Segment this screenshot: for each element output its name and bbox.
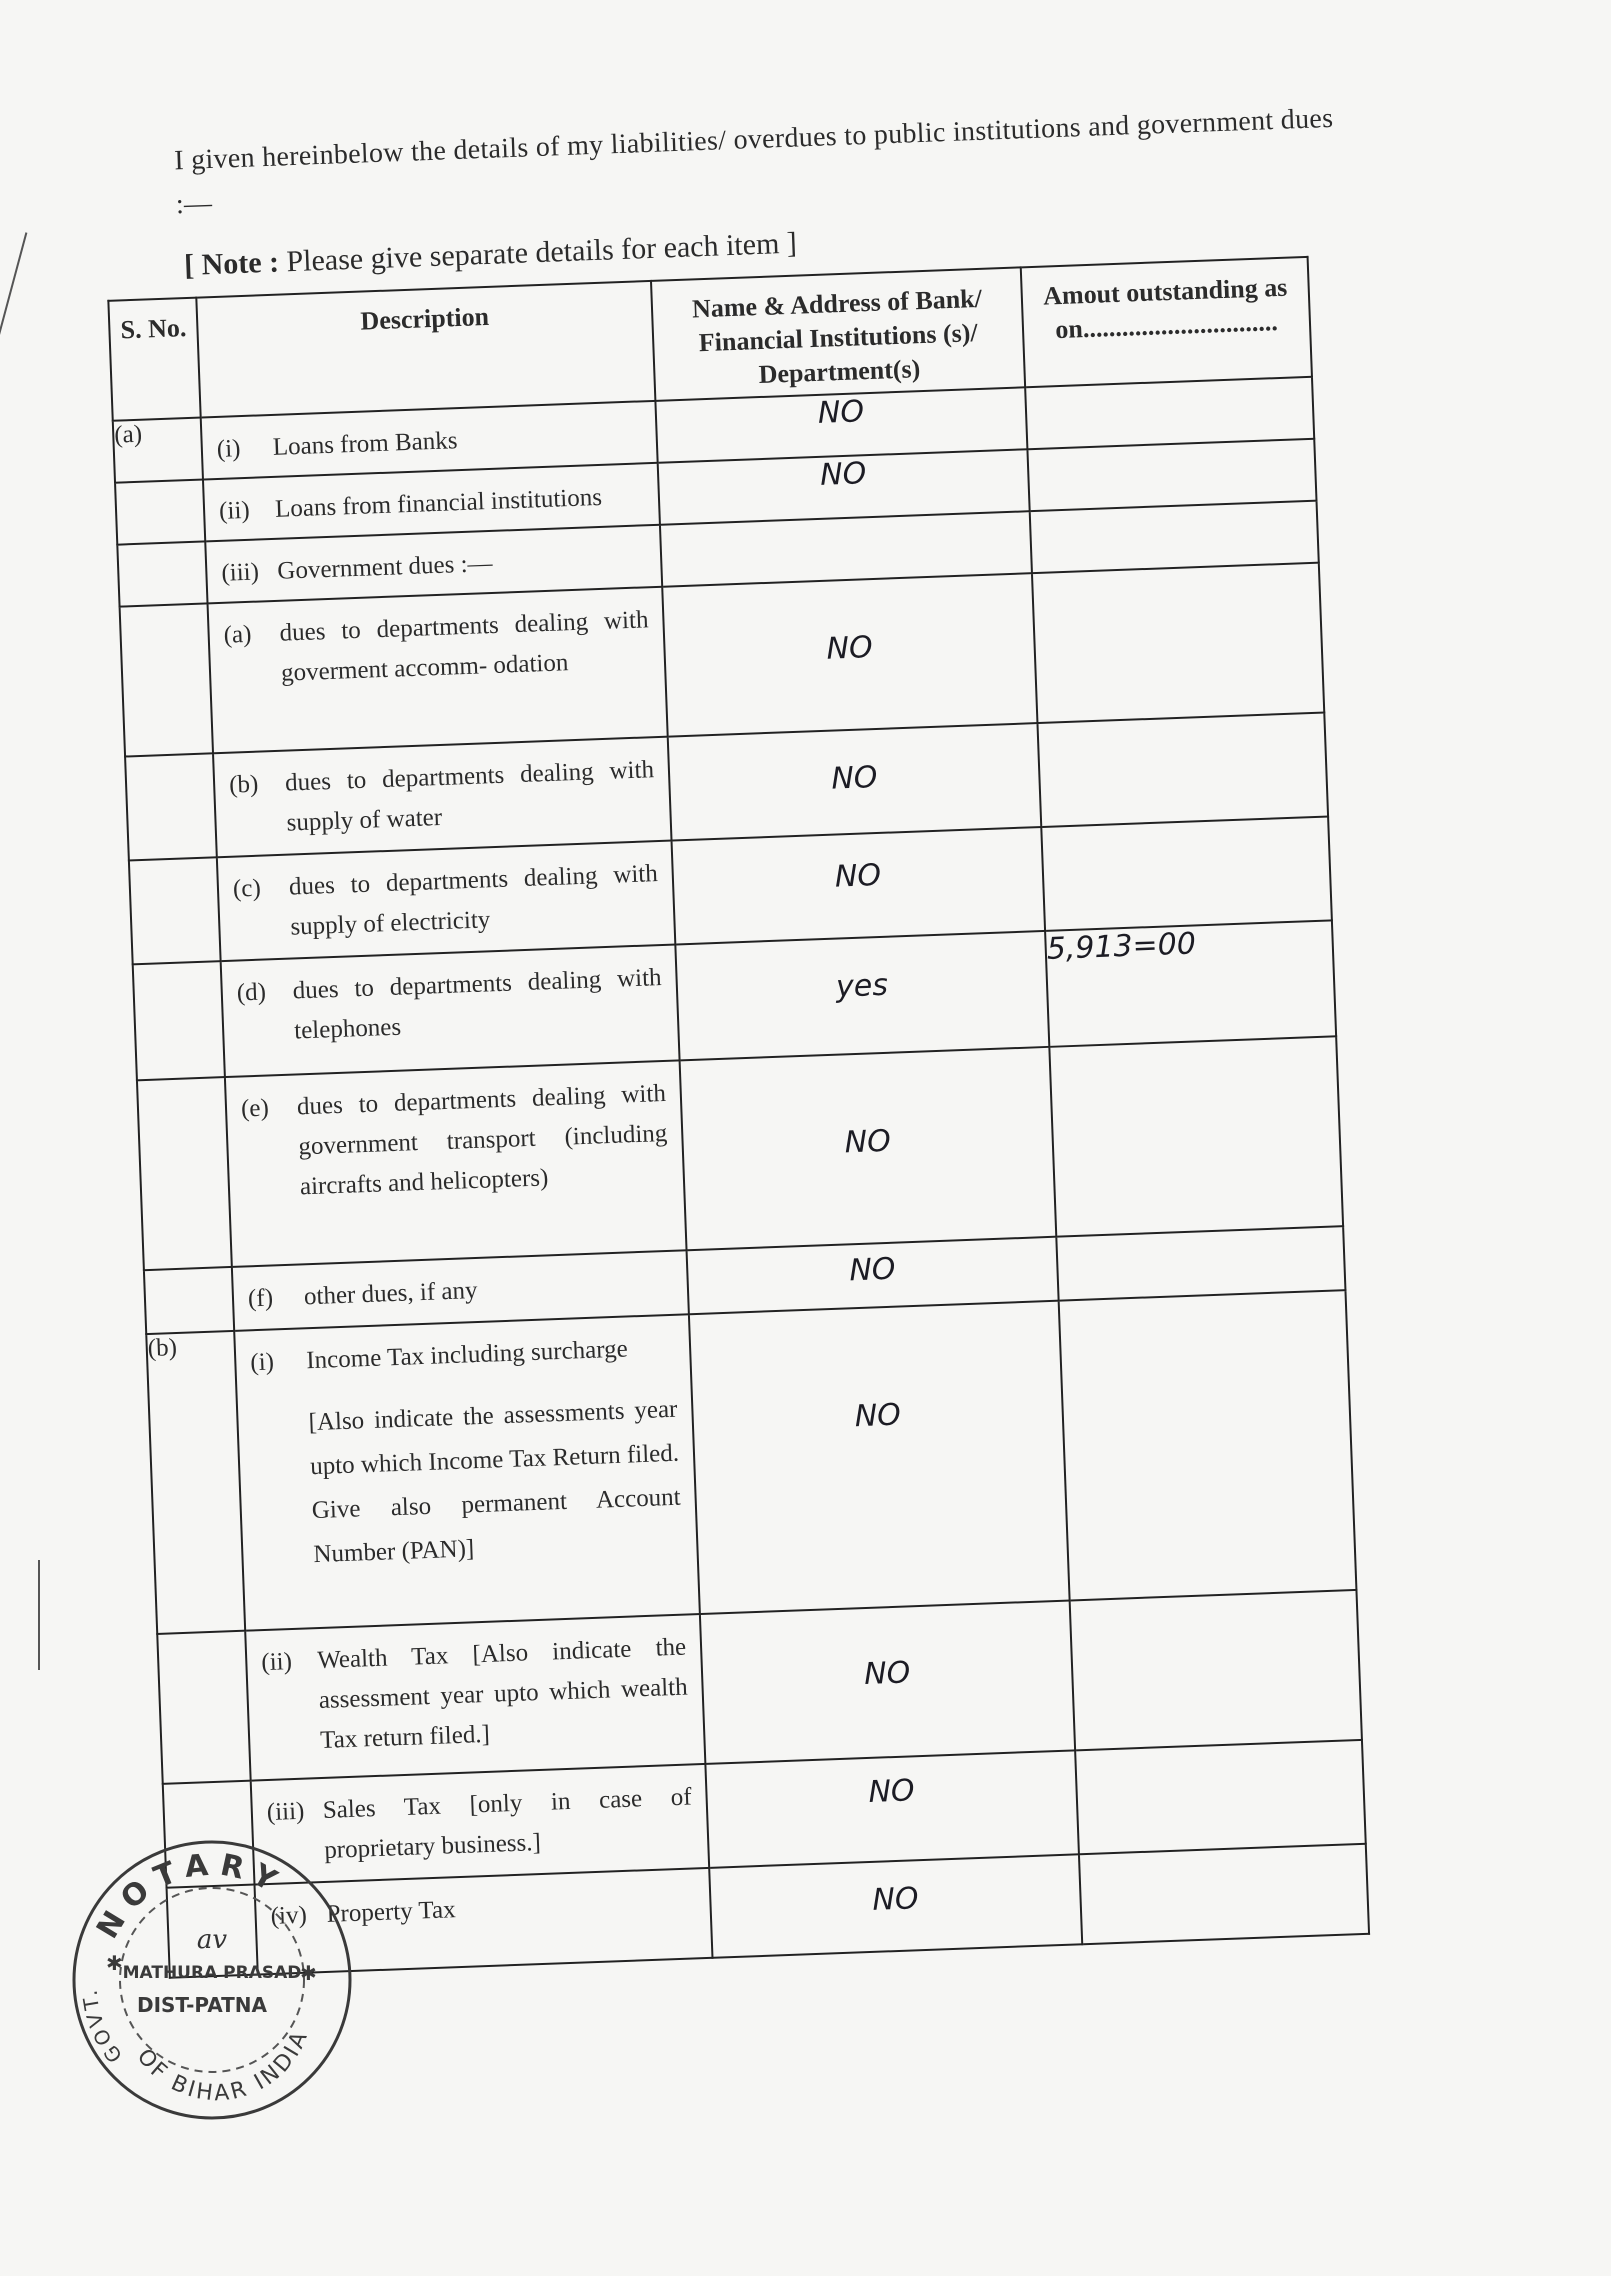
note-label: [ Note : [183, 245, 280, 283]
row-sno [137, 1077, 232, 1270]
row-text: Government dues :— [276, 549, 493, 585]
row-name-address: yes [675, 931, 1049, 1060]
row-amount: 5,913=00 [1045, 920, 1336, 1046]
header-description: Description [196, 281, 655, 418]
row-number: (i) [216, 435, 241, 463]
row-description [208, 587, 668, 754]
row-number: (f) [247, 1284, 274, 1313]
row-sno [144, 1267, 234, 1334]
header-sno: S. No. [108, 298, 200, 421]
row-sno [120, 603, 213, 756]
header-name-address: Name & Address of Bank/ Financial Institutions (s)/ Department(s) [651, 267, 1025, 400]
row-sno [129, 857, 221, 964]
row-amount [1037, 713, 1328, 827]
row-text: dues to departments dealing with supply of water [284, 756, 655, 837]
row-number: (d) [236, 978, 267, 1007]
seal-bottom-text: OF BIHAR INDIA [131, 2025, 314, 2107]
document-body [100, 52, 1472, 2098]
row-amount [1027, 439, 1316, 511]
row-amount [1032, 563, 1324, 723]
row-description [225, 1060, 687, 1267]
liabilities-table [107, 256, 1370, 1979]
row-description [221, 944, 680, 1077]
row-name-address: NO [658, 449, 1030, 525]
row-sno [157, 1631, 250, 1784]
row-name-address: NO [709, 1854, 1082, 1957]
left-edge-mark [38, 1560, 40, 1670]
row-number: (c) [232, 874, 262, 903]
intro-text: I given hereinbelow the details of my liabilities/ overdues to public institutions and government dues :— [173, 102, 1334, 221]
row-name-address: NO [689, 1301, 1070, 1614]
note-text [184, 227, 798, 283]
row-number: (e) [240, 1094, 270, 1123]
star-icon: ✱ [106, 1951, 123, 1975]
row-amount [1070, 1590, 1362, 1750]
row-sno [133, 961, 225, 1080]
row-name-address: NO [668, 723, 1042, 840]
seal-left-text: GOVT. [77, 1986, 128, 2068]
seal-name: MATHURA PRASAD [122, 1963, 302, 1983]
row-number: (ii) [260, 1648, 293, 1677]
row-subtext: [Also indicate the assessments year upto which Income Tax Return filed. Give also permanent Account Number (PAN)] [308, 1395, 682, 1569]
row-name-address: NO [705, 1750, 1079, 1867]
row-name-address: NO [700, 1600, 1075, 1763]
row-text: Income Tax including surcharge [305, 1335, 629, 1375]
row-amount [1030, 501, 1319, 573]
row-number: (i) [249, 1348, 275, 1377]
row-name-address: NO [687, 1237, 1059, 1315]
row-sno: (b) [146, 1331, 245, 1634]
row-amount [1059, 1290, 1357, 1600]
seal-signature: av [196, 1925, 228, 1955]
row-text: other dues, if any [303, 1276, 478, 1311]
row-amount [1049, 1036, 1343, 1236]
row-sno [115, 479, 205, 544]
seal-top-text: NOTARY [89, 1847, 291, 1945]
seal-district: DIST-PATNA [136, 1993, 268, 2017]
row-number: (iv) [270, 1901, 308, 1930]
row-amount [1025, 377, 1314, 449]
row-description [217, 841, 676, 962]
row-text: dues to departments dealing with supply of electricity [288, 860, 659, 941]
row-description [245, 1614, 705, 1781]
row-sno [117, 541, 207, 606]
row-name-address: NO [680, 1047, 1057, 1250]
row-text: dues to departments dealing with telephones [292, 964, 663, 1045]
row-sno [125, 753, 217, 860]
row-amount [1056, 1226, 1345, 1300]
row-number: (a) [223, 620, 252, 649]
row-text: Loans from financial institutions [274, 483, 603, 523]
row-amount [1041, 816, 1332, 930]
row-number: (ii) [218, 496, 251, 525]
notary-seal [62, 1830, 362, 2130]
row-sno: (a) [113, 418, 203, 483]
row-name-address: NO [655, 387, 1027, 463]
left-edge-mark [0, 232, 27, 377]
row-description [213, 737, 672, 858]
row-text: Loans from Banks [272, 427, 458, 461]
row-number: (iii) [266, 1797, 305, 1827]
row-text: Property Tax [326, 1896, 457, 1928]
row-amount [1075, 1740, 1366, 1854]
row-text: dues to departments dealing with government transport (including aircrafts and helicopters) [296, 1079, 668, 1201]
row-text: Sales Tax [only in case of proprietary business.] [322, 1783, 693, 1864]
row-text: dues to departments dealing with goverment accomm- odation [279, 606, 649, 687]
table-row [146, 1290, 1356, 1634]
row-name-address: NO [672, 827, 1046, 944]
row-text: Wealth Tax [Also indicate the assessment year upto which wealth Tax return filed.] [316, 1633, 689, 1755]
row-number: (iii) [220, 558, 260, 587]
row-amount [1079, 1844, 1369, 1944]
row-name-address: NO [662, 573, 1037, 736]
row-number: (b) [228, 770, 259, 799]
note-body: Please give separate details for each item ] [285, 226, 798, 279]
header-amount: Amout outstanding as on.............................. [1021, 257, 1312, 387]
row-description [234, 1314, 700, 1630]
star-icon: ✱ [300, 1961, 317, 1985]
row-text-block [306, 1328, 683, 1577]
